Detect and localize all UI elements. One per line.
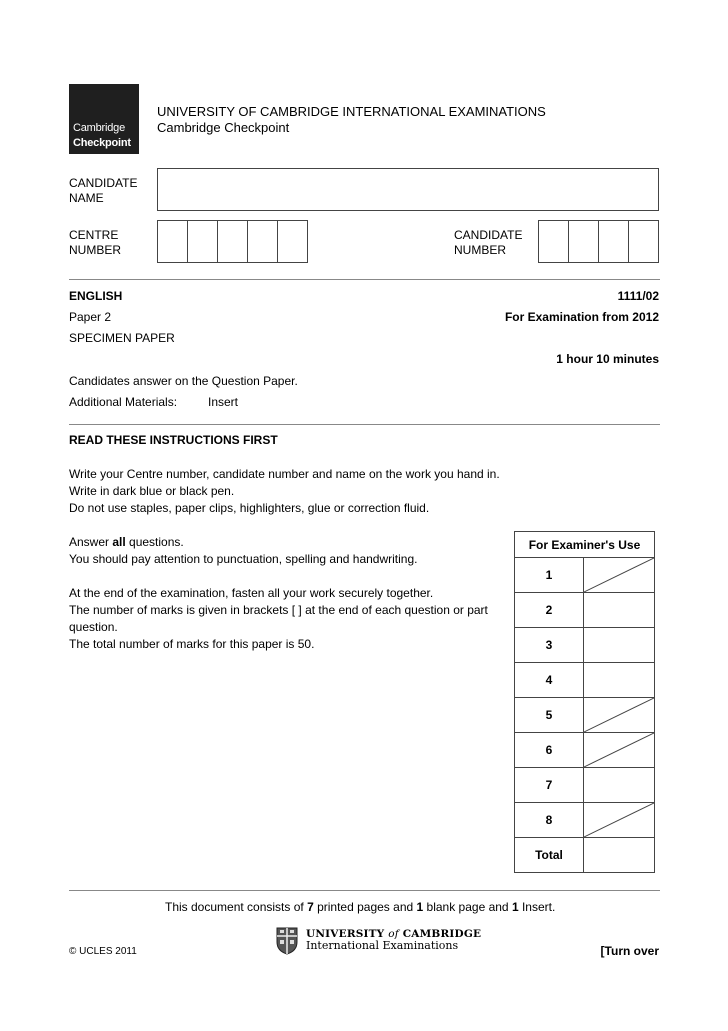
instruction-line: question. — [69, 620, 118, 634]
question-mark-cell[interactable] — [584, 803, 655, 838]
diagonal-slash — [584, 803, 654, 837]
footer-text-mid-2: blank page and — [423, 900, 512, 914]
question-mark-cell[interactable] — [584, 558, 655, 593]
question-number: 6 — [515, 733, 584, 768]
question-number: 7 — [515, 768, 584, 803]
question-mark-cell[interactable] — [584, 628, 655, 663]
cambridge-checkpoint-logo — [69, 84, 139, 154]
for-examination: For Examination from 2012 — [504, 310, 659, 324]
question-number: 3 — [515, 628, 584, 663]
logo-line-1: Cambridge — [73, 122, 126, 134]
answer-post: questions. — [125, 535, 184, 549]
examiner-table-heading: For Examiner's Use — [515, 532, 655, 558]
wordmark-line-2: International Examinations — [306, 939, 459, 952]
examiner-row — [515, 803, 655, 838]
university-crest-icon — [276, 927, 298, 955]
answer-pre: Answer — [69, 535, 113, 549]
total-label: Total — [515, 838, 584, 873]
candidate-number-cell[interactable] — [629, 221, 658, 262]
examiner-row — [515, 593, 655, 628]
materials-value: Insert — [208, 395, 239, 409]
question-number: 8 — [515, 803, 584, 838]
question-number: 2 — [515, 593, 584, 628]
question-mark-cell[interactable] — [584, 733, 655, 768]
question-mark-cell[interactable] — [584, 663, 655, 698]
centre-number-cell[interactable] — [158, 221, 188, 262]
question-mark-cell[interactable] — [584, 768, 655, 803]
exam-board-title: UNIVERSITY OF CAMBRIDGE INTERNATIONAL EXAMINATIONS — [157, 104, 546, 119]
candidate-number-label — [454, 228, 522, 258]
candidate-number-cell[interactable] — [569, 221, 599, 262]
diagonal-slash — [584, 698, 654, 732]
logo-line-2: Checkpoint — [73, 137, 131, 149]
divider — [69, 890, 660, 891]
examiner-row — [515, 558, 655, 593]
question-mark-cell[interactable] — [584, 698, 655, 733]
diagonal-slash — [584, 733, 654, 767]
diagonal-slash — [584, 558, 654, 592]
question-number: 1 — [515, 558, 584, 593]
candidate-number-cell[interactable] — [539, 221, 569, 262]
centre-number-cell[interactable] — [278, 221, 307, 262]
centre-number-label — [69, 228, 121, 258]
instruction-line: The total number of marks for this paper is 50. — [69, 637, 315, 651]
university-wordmark — [306, 928, 481, 952]
blank-pages-count: 1 — [416, 900, 424, 914]
examiner-total-row — [515, 838, 655, 873]
paper-number: Paper 2 — [69, 310, 112, 324]
wordmark-of: of — [388, 928, 399, 940]
question-mark-cell[interactable] — [584, 593, 655, 628]
footer-text-mid-1: printed pages and — [313, 900, 417, 914]
duration: 1 hour 10 minutes — [556, 352, 659, 366]
wordmark-cambridge: CAMBRIDGE — [402, 928, 482, 940]
centre-number-field[interactable] — [157, 220, 308, 263]
candidate-name-label-line-2: NAME — [69, 191, 104, 205]
wordmark-university: UNIVERSITY — [306, 928, 385, 940]
candidate-number-label-line-1: CANDIDATE — [454, 228, 523, 242]
candidate-number-label-line-2: NUMBER — [454, 243, 507, 257]
centre-number-cell[interactable] — [248, 221, 278, 262]
answer-bold: all — [112, 535, 126, 549]
answer-on-paper: Candidates answer on the Question Paper. — [69, 374, 298, 388]
document-page-count — [165, 900, 555, 914]
printed-pages-count: 7 — [307, 900, 314, 914]
footer-text-post: Insert. — [518, 900, 556, 914]
total-mark-cell[interactable] — [584, 838, 655, 873]
instruction-line: At the end of the examination, fasten all your work securely together. — [69, 586, 434, 600]
instruction-line: You should pay attention to punctuation, spelling and handwriting. — [69, 552, 418, 566]
instruction-line: The number of marks is given in brackets [ ] at the end of each question or part — [69, 603, 488, 617]
instructions-group-1 — [69, 466, 500, 517]
copyright: © UCLES 2011 — [69, 946, 137, 957]
footer-text-pre: This document consists of — [165, 900, 308, 914]
centre-number-label-line-2: NUMBER — [69, 243, 122, 257]
candidate-name-label — [69, 176, 137, 206]
specimen-label: SPECIMEN PAPER — [69, 331, 175, 345]
examiner-row — [515, 698, 655, 733]
exam-board-subtitle: Cambridge Checkpoint — [157, 120, 290, 135]
candidate-name-label-line-1: CANDIDATE — [69, 176, 138, 190]
instruction-line: Write in dark blue or black pen. — [69, 484, 235, 498]
subject: ENGLISH — [69, 289, 123, 303]
candidate-number-field[interactable] — [538, 220, 659, 263]
instruction-line: Write your Centre number, candidate number and name on the work you hand in. — [69, 467, 500, 481]
examiner-row — [515, 663, 655, 698]
paper-code: 1111/02 — [617, 289, 659, 303]
examiner-row — [515, 733, 655, 768]
candidate-number-cell[interactable] — [599, 221, 629, 262]
examiner-row — [515, 768, 655, 803]
instruction-line: Do not use staples, paper clips, highlighters, glue or correction fluid. — [69, 501, 430, 515]
examiner-use-table — [514, 531, 655, 873]
centre-number-cell[interactable] — [188, 221, 218, 262]
insert-count: 1 — [511, 900, 519, 914]
instructions-group-2 — [69, 534, 417, 568]
answer-all-line — [69, 534, 417, 551]
question-number: 5 — [515, 698, 584, 733]
materials-label: Additional Materials: — [69, 395, 178, 409]
question-number: 4 — [515, 663, 584, 698]
centre-number-cell[interactable] — [218, 221, 248, 262]
instructions-group-3 — [69, 585, 511, 653]
turn-over: [Turn over — [600, 944, 659, 958]
divider — [69, 424, 660, 425]
examiner-row — [515, 628, 655, 663]
candidate-name-field[interactable] — [157, 168, 659, 211]
instructions-heading: READ THESE INSTRUCTIONS FIRST — [69, 433, 278, 447]
divider — [69, 279, 660, 280]
centre-number-label-line-1: CENTRE — [69, 228, 119, 242]
exam-board-header — [157, 104, 546, 136]
